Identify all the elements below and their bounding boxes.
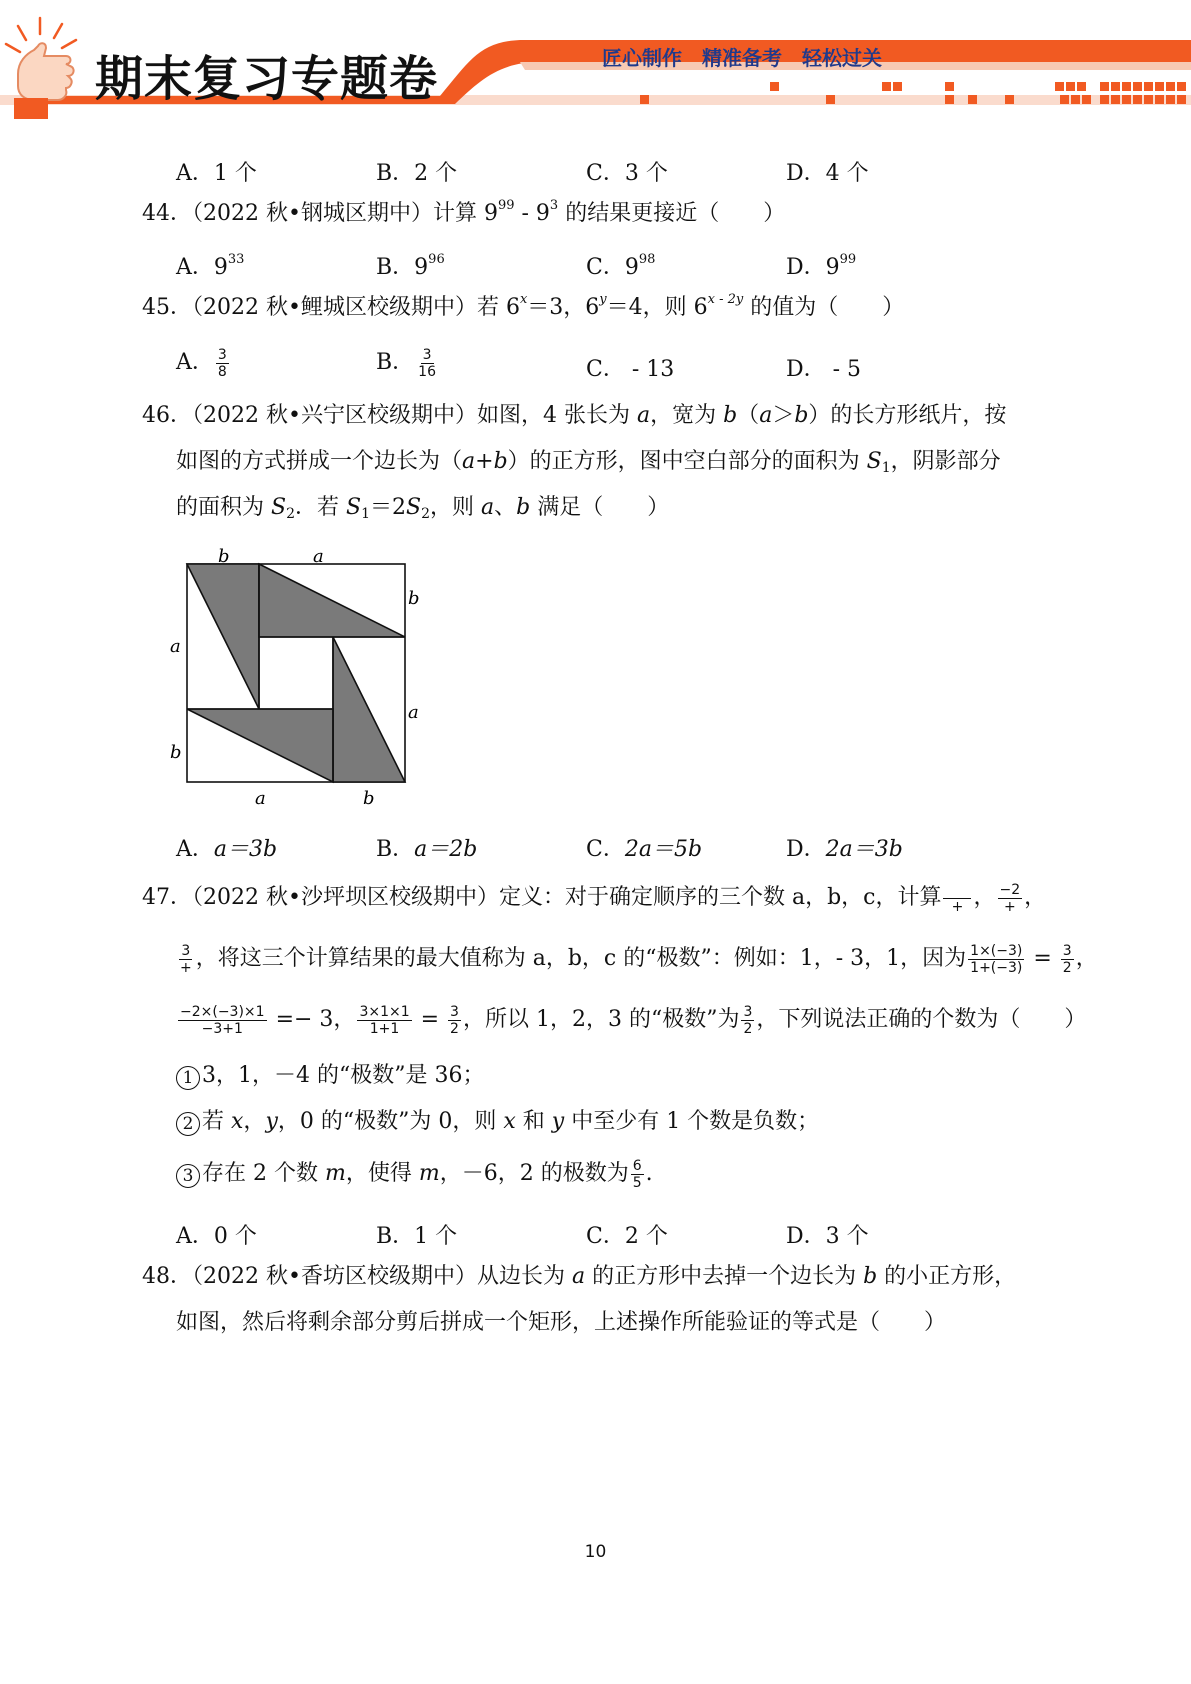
q47-stem-line2: $\frac{3}{+}$ ，将这三个计算结果的最大值称为 a，b，c 的“极数”：例如：1，- 3，1，因为 $\frac{1\times(-3)}{1+(-3)}$ = $\frac{3}{2}$ ，: [180, 942, 1098, 976]
q48-stem-line1: 48．（2022 秋•香坊区校级期中）从边长为 a 的正方形中去掉一个边长为 b 的小正方形，: [142, 1264, 1017, 1289]
q45-option-b: B． $\frac{3}{16}$: [376, 346, 436, 380]
q46-stem-line1: 46．（2022 秋•兴宁区校级期中）如图，4 张长为 a，宽为 b（a＞b）的长方形纸片，按: [142, 403, 1007, 428]
q44-option-d: D．$9^{99}$: [786, 252, 857, 280]
label-left-b: b: [170, 742, 182, 763]
q46-option-d: D．2a＝3b: [786, 837, 903, 862]
slogan-3: 轻松过关: [802, 46, 882, 70]
q45-option-d: D． - 5: [786, 357, 862, 382]
q44-option-c: C．$9^{98}$: [586, 252, 656, 280]
q46-stem-line2: 如图的方式拼成一个边长为（a+b）的正方形，图中空白部分的面积为 $S_1$，阴影部分: [176, 449, 1001, 476]
q47-option-c: C．2 个: [586, 1224, 668, 1249]
q43-option-d: D．4 个: [786, 161, 869, 186]
q46-option-b: B．a＝2b: [376, 837, 478, 862]
q45-stem: 45．（2022 秋•鲤城区校级期中）若 $6^x=3$，$6^y=4$，则 $6^{x - 2y}$ 的值为（ ）: [142, 292, 905, 320]
q46-figure: [170, 548, 430, 818]
label-right-b: b: [408, 588, 420, 609]
q48-stem-line2: 如图，然后将剩余部分剪后拼成一个矩形，上述操作所能验证的等式是（ ）: [176, 1310, 947, 1335]
q45-option-c: C． - 13: [586, 357, 675, 382]
q47-statement-1: 1 3，1，－4 的“极数”是 36；: [176, 1053, 484, 1099]
q43-option-b: B．2 个: [376, 161, 458, 186]
q46-option-c: C．2a＝5b: [586, 837, 703, 862]
q44-option-a: A．$9^{33}$: [176, 252, 245, 280]
q43-option-a: A．1 个: [176, 161, 257, 186]
q44-stem: 44．（2022 秋•钢城区期中）计算 $9^{99} - 9^3$ 的结果更接近（ ）: [142, 198, 786, 226]
q47-stem-line3: $\frac{-2\times(-3)\times 1}{-3+1}$ =− 3， $\frac{3\times 1\times 1}{1+1}$ = $\frac{3}{2}$ ，所以 1，2，3 的“极数”为 $\frac{3}{2}$ ，下列说法正确的个数为（ ）: [180, 1003, 1087, 1037]
q47-option-b: B．1 个: [376, 1224, 458, 1249]
q47-statement-2: 2 若 x，y，0 的“极数”为 0，则 x 和 y 中至少有 1 个数是负数；: [176, 1099, 819, 1145]
label-top-b: b: [218, 548, 230, 567]
label-top-a: a: [313, 548, 324, 567]
slogan-2: 精准备考: [702, 46, 782, 70]
page-header: [0, 0, 1191, 120]
q47-stem-line1: 47．（2022 秋•沙坪坝区校级期中）定义：对于确定顺序的三个数 a，b，c，计算 + ， $\frac{-2}{+}$ ，: [142, 881, 1047, 915]
label-left-a: a: [170, 636, 181, 657]
q44-option-b: B．$9^{96}$: [376, 252, 445, 280]
label-bottom-a: a: [255, 788, 266, 809]
q47-option-a: A．0 个: [176, 1224, 257, 1249]
q46-option-a: A．a＝3b: [176, 837, 278, 862]
q46-stem-line3: 的面积为 $S_2$．若 $S_1=2S_2$，则 a、b 满足（ ）: [176, 495, 670, 522]
q47-statement-3: 3 存在 2 个数 m，使得 m，－6，2 的极数为 $\frac{6}{5}$ .: [176, 1151, 653, 1197]
label-bottom-b: b: [363, 788, 375, 809]
q43-option-c: C．3 个: [586, 161, 668, 186]
label-right-a: a: [408, 702, 419, 723]
q47-option-d: D．3 个: [786, 1224, 869, 1249]
header-title: 期末复习专题卷: [95, 51, 439, 107]
slogan-1: 匠心制作: [602, 46, 682, 70]
thumbs-up-hand-icon: [0, 14, 95, 119]
page-number: 10: [584, 1542, 607, 1562]
q45-option-a: A． $\frac{3}{8}$: [176, 346, 227, 380]
